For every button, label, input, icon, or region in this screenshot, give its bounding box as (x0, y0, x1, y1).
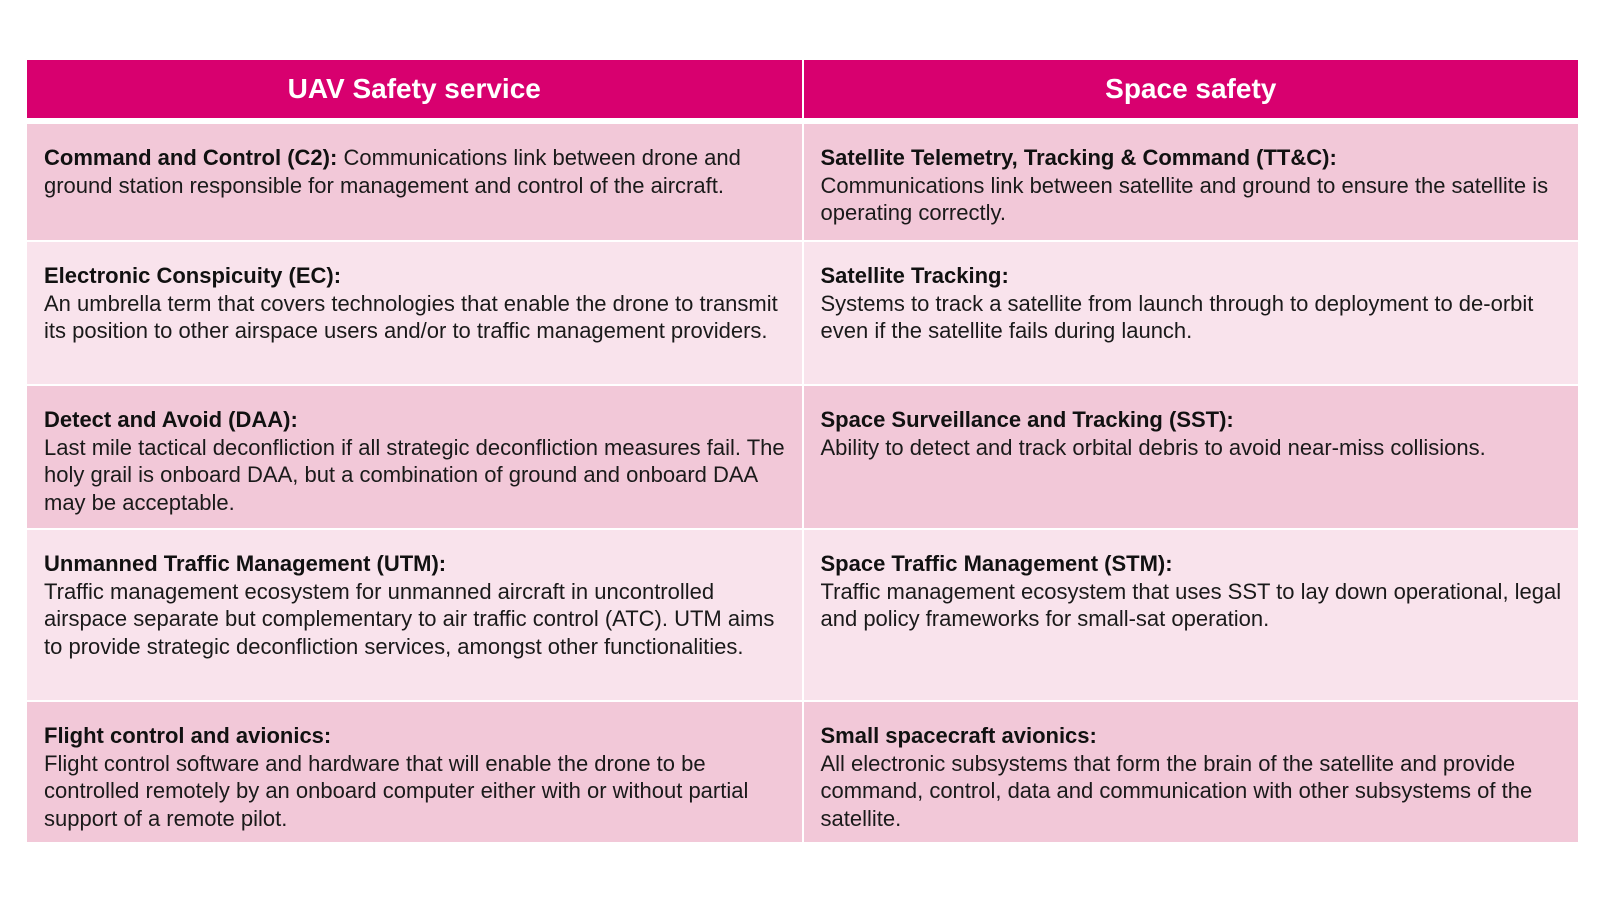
description-text: An umbrella term that covers technologies that enable the drone to transmit its position to other airspace users and/or to traffic management providers. (44, 290, 778, 343)
term-label: Satellite Tracking: (820, 263, 1009, 288)
table-row (27, 385, 1578, 529)
term-label: Small spacecraft avionics: (820, 723, 1097, 748)
term-label: Electronic Conspicuity (EC): (44, 263, 342, 288)
table-row (27, 241, 1578, 385)
description-text: Ability to detect and track orbital debris to avoid near-miss collisions. (820, 434, 1486, 460)
description-text: Last mile tactical deconfliction if all strategic deconfliction measures fail. The holy grail is onboard DAA, but a combination of ground and onboard DAA may be acceptable. (44, 434, 785, 515)
uav-cell-detect-avoid (27, 385, 803, 529)
table-row (27, 701, 1578, 843)
description-text: Communications link between satellite and ground to ensure the satellite is operating correctly. (820, 172, 1549, 225)
table-row (27, 121, 1578, 241)
space-cell-ttc (803, 121, 1579, 241)
space-cell-satellite-tracking (803, 241, 1579, 385)
uav-cell-command-control (27, 121, 803, 241)
uav-cell-electronic-conspicuity (27, 241, 803, 385)
header-uav-safety: UAV Safety service (27, 60, 803, 121)
term-label: Detect and Avoid (DAA): (44, 407, 298, 432)
header-row (27, 60, 1578, 121)
term-label: Space Surveillance and Tracking (SST): (820, 407, 1234, 432)
description-text: Communications link between drone and ground station responsible for management and control of the aircraft. (44, 145, 741, 198)
term-label: Flight control and avionics: (44, 723, 332, 748)
description-text: Systems to track a satellite from launch through to deployment to de-orbit even if the satellite fails during launch. (820, 290, 1534, 343)
header-space-safety: Space safety (803, 60, 1579, 121)
term-label: Satellite Telemetry, Tracking & Command (TT&C): (820, 145, 1337, 170)
description-text: All electronic subsystems that form the brain of the satellite and provide command, control, data and communication with other subsystems of the satellite. (820, 750, 1533, 831)
table-row (27, 529, 1578, 701)
uav-cell-utm (27, 529, 803, 701)
space-cell-stm (803, 529, 1579, 701)
term-label: Space Traffic Management (STM): (820, 551, 1173, 576)
description-text: Traffic management ecosystem that uses SST to lay down operational, legal and policy frameworks for small-sat operation. (820, 578, 1562, 631)
term-label: Unmanned Traffic Management (UTM): (44, 551, 447, 576)
comparison-table (27, 60, 1578, 844)
space-cell-spacecraft-avionics (803, 701, 1579, 843)
term-label: Command and Control (C2): (44, 145, 338, 170)
uav-cell-flight-control (27, 701, 803, 843)
description-text: Flight control software and hardware that will enable the drone to be controlled remotely by an onboard computer either with or without partial support of a remote pilot. (44, 750, 749, 831)
description-text: Traffic management ecosystem for unmanned aircraft in uncontrolled airspace separate but complementary to air traffic control (ATC). UTM aims to provide strategic deconfliction services, amongst other functionalities. (44, 578, 775, 659)
space-cell-sst (803, 385, 1579, 529)
